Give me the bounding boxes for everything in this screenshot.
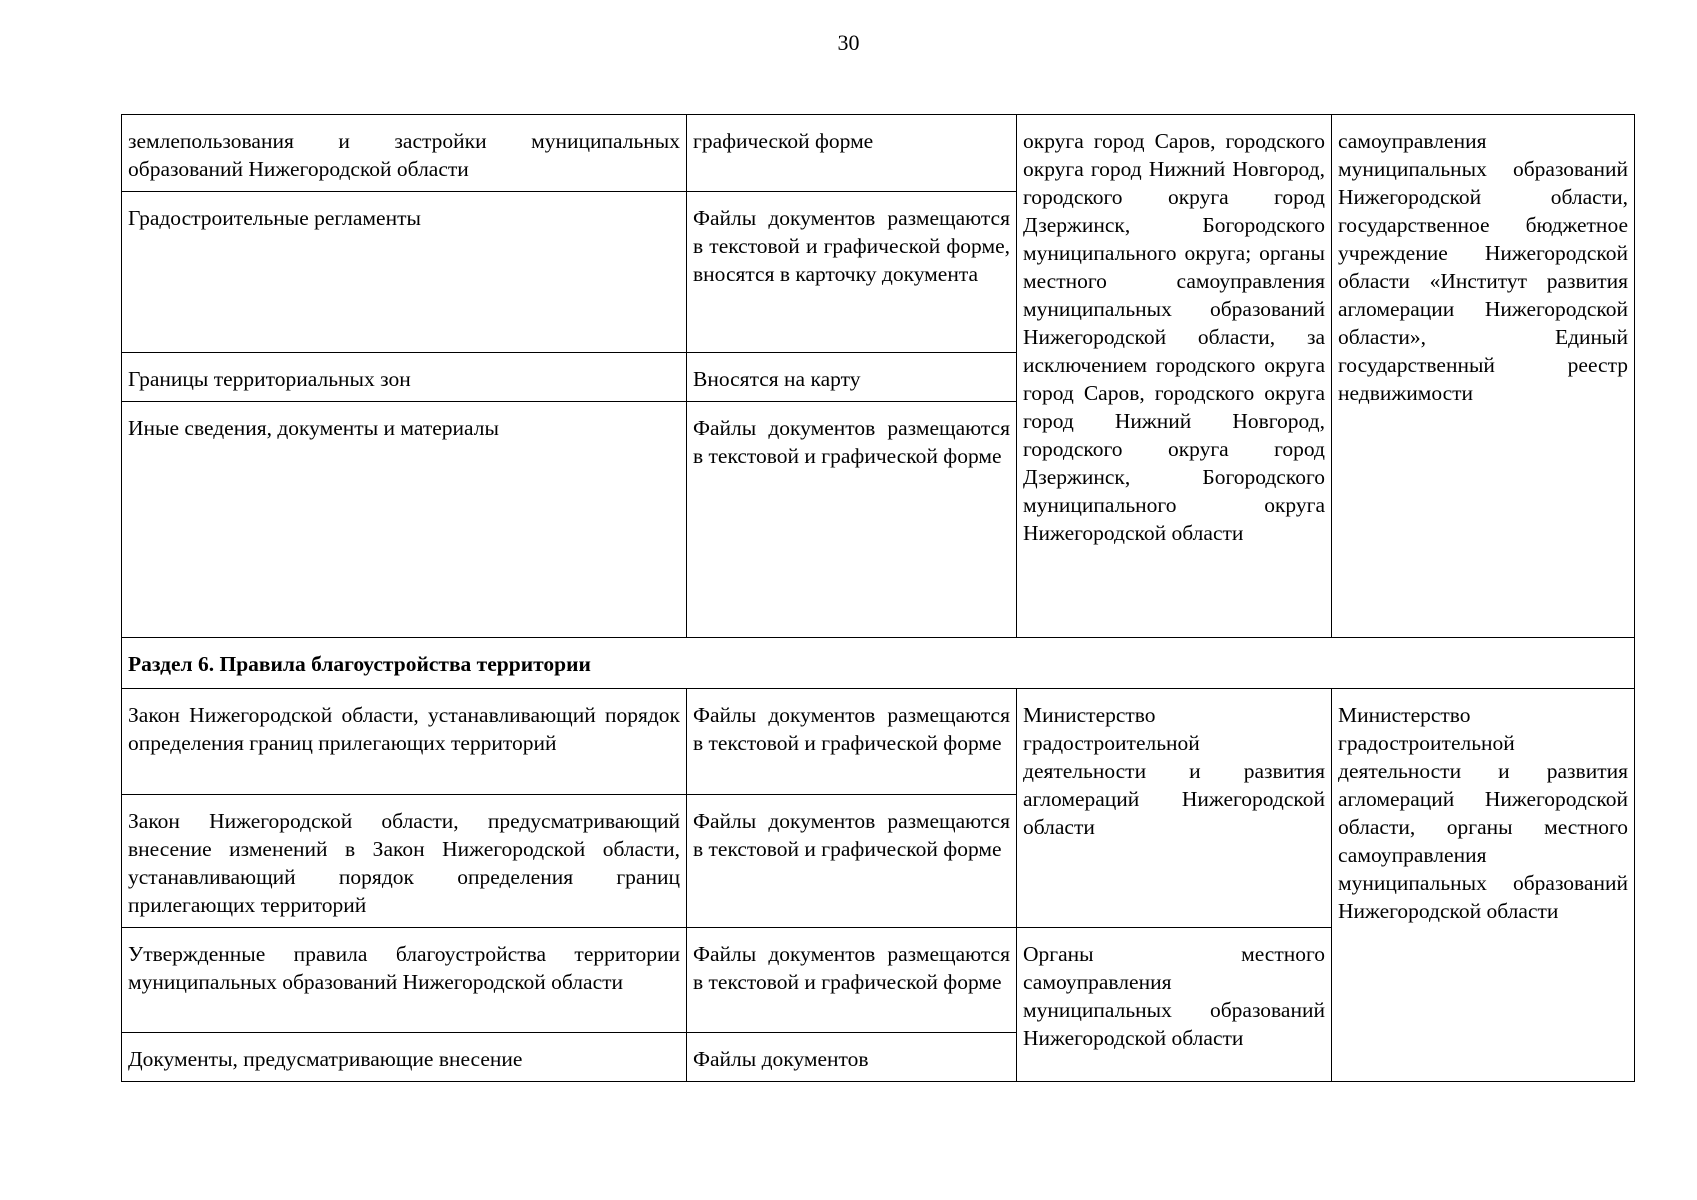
table-row [122, 689, 1635, 795]
document-name-cell: землепользования и застройки муниципальных образований Нижегородской области [122, 115, 687, 192]
provider-cell: округа город Саров, городского округа город Нижний Новгород, городского округа город Дзержинск, Богородского муниципального округа; органы местного самоуправления муниципальных образований Нижегородской области, за исключением городского округа город Саров, городского округа город Нижний Новгород, городского округа город Дзержинск, Богородского муниципального округа Нижегородской области [1017, 115, 1332, 638]
provider-cell: Министерство градостроительной деятельности и развития агломераций Нижегородской области [1017, 689, 1332, 928]
document-name-cell: Иные сведения, документы и материалы [122, 402, 687, 638]
document-format-cell: Файлы документов размещаются в текстовой и графической форме [687, 795, 1017, 928]
document-name-cell: Закон Нижегородской области, предусматривающий внесение изменений в Закон Нижегородской области, устанавливающий порядок определения границ прилегающих территорий [122, 795, 687, 928]
document-format-cell: графической форме [687, 115, 1017, 192]
document-format-cell: Файлы документов размещаются в текстовой и графической форме, вносятся в карточку документа [687, 192, 1017, 353]
document-format-cell: Вносятся на карту [687, 353, 1017, 402]
document-name-cell: Границы территориальных зон [122, 353, 687, 402]
document-name-cell: Закон Нижегородской области, устанавливающий порядок определения границ прилегающих территорий [122, 689, 687, 795]
section-heading-row [122, 638, 1635, 689]
document-name-cell: Градостроительные регламенты [122, 192, 687, 353]
document-format-cell: Файлы документов [687, 1033, 1017, 1082]
provider-cell: Органы местного самоуправления муниципальных образований Нижегородской области [1017, 928, 1332, 1082]
document-name-cell: Утвержденные правила благоустройства территории муниципальных образований Нижегородской области [122, 928, 687, 1033]
page-number: 30 [837, 30, 860, 55]
document-format-cell: Файлы документов размещаются в текстовой и графической форме [687, 402, 1017, 638]
consumer-cell: Министерство градостроительной деятельности и развития агломераций Нижегородской области, органы местного самоуправления муниципальных образований Нижегородской области [1332, 689, 1635, 1082]
document-name-cell: Документы, предусматривающие внесение [122, 1033, 687, 1082]
document-table [121, 114, 1635, 1082]
consumer-cell: самоуправления муниципальных образований Нижегородской области, государственное бюджетное учреждение Нижегородской области «Институт развития агломерации Нижегородской области», Единый государственный реестр недвижимости [1332, 115, 1635, 638]
document-format-cell: Файлы документов размещаются в текстовой и графической форме [687, 689, 1017, 795]
document-format-cell: Файлы документов размещаются в текстовой и графической форме [687, 928, 1017, 1033]
section-heading: Раздел 6. Правила благоустройства территории [122, 638, 1635, 689]
table-row [122, 115, 1635, 192]
